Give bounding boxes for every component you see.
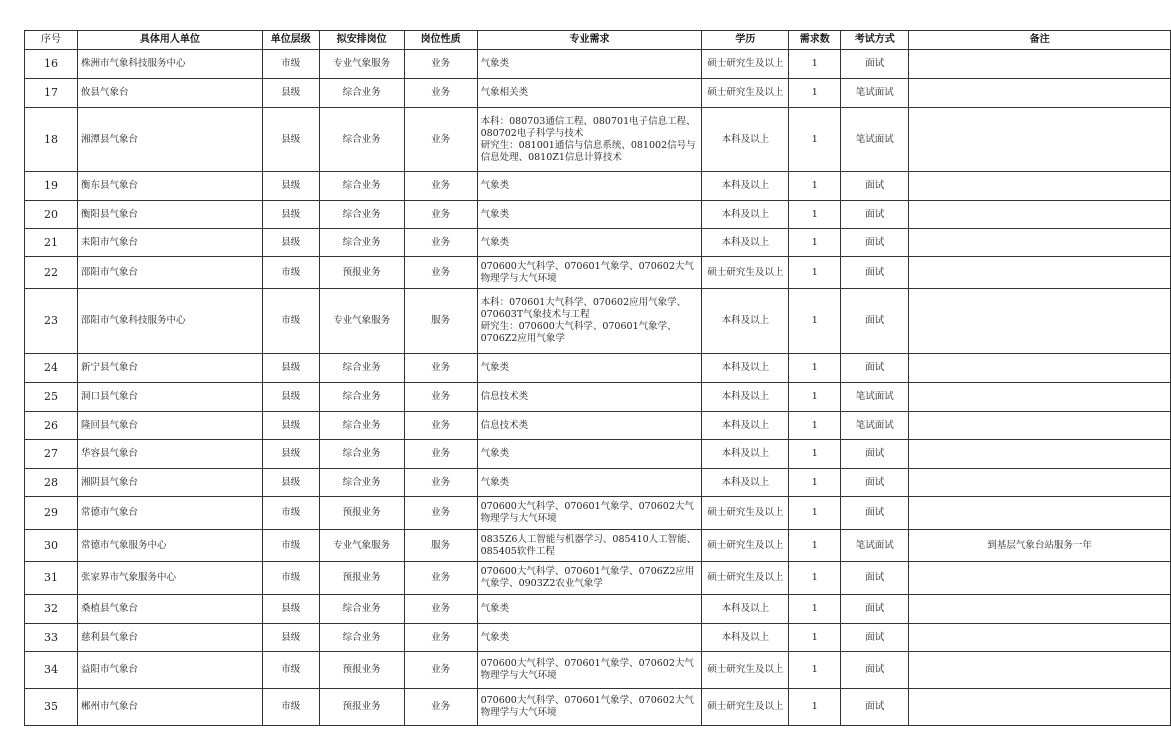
row-level: 县级 xyxy=(262,595,319,624)
row-exam: 面试 xyxy=(841,172,909,201)
row-education: 硕士研究生及以上 xyxy=(702,562,789,595)
row-nature: 服务 xyxy=(404,289,477,354)
row-post: 综合业务 xyxy=(319,108,404,172)
row-seq: 17 xyxy=(25,79,78,108)
row-education: 本科及以上 xyxy=(702,289,789,354)
table-body xyxy=(25,50,1171,726)
table-row xyxy=(25,257,1171,289)
row-level: 市级 xyxy=(262,289,319,354)
row-count: 1 xyxy=(789,257,841,289)
row-post: 综合业务 xyxy=(319,201,404,229)
row-count: 1 xyxy=(789,469,841,497)
table-row xyxy=(25,50,1171,79)
row-nature: 业务 xyxy=(404,595,477,624)
row-nature: 业务 xyxy=(404,354,477,383)
row-seq: 18 xyxy=(25,108,78,172)
row-major: 气象类 xyxy=(477,624,702,652)
row-level: 市级 xyxy=(262,497,319,530)
table-row xyxy=(25,689,1171,726)
row-post: 综合业务 xyxy=(319,412,404,440)
row-major: 070600大气科学、070601气象学、0706Z2应用气象学、0903Z2农业气象学 xyxy=(477,562,702,595)
row-major: 气象类 xyxy=(477,229,702,257)
row-post: 专业气象服务 xyxy=(319,289,404,354)
row-seq: 27 xyxy=(25,440,78,469)
row-seq: 31 xyxy=(25,562,78,595)
row-education: 硕士研究生及以上 xyxy=(702,257,789,289)
row-count: 1 xyxy=(789,652,841,689)
row-count: 1 xyxy=(789,108,841,172)
row-level: 县级 xyxy=(262,172,319,201)
row-exam: 笔试面试 xyxy=(841,412,909,440)
row-major: 本科：080703通信工程、080701电子信息工程、080702电子科学与技术 研究生：081001通信与信息系统、081002信号与信息处理、0810Z1信息计算技术 xyxy=(477,108,702,172)
row-unit: 衡阳县气象台 xyxy=(77,201,262,229)
row-level: 县级 xyxy=(262,79,319,108)
header-cell-level: 单位层级 xyxy=(262,31,319,50)
table-row xyxy=(25,229,1171,257)
table-row xyxy=(25,624,1171,652)
row-education: 本科及以上 xyxy=(702,412,789,440)
row-note xyxy=(909,108,1171,172)
row-exam: 笔试面试 xyxy=(841,79,909,108)
row-education: 本科及以上 xyxy=(702,469,789,497)
row-seq: 35 xyxy=(25,689,78,726)
row-major: 气象类 xyxy=(477,595,702,624)
row-major: 气象相关类 xyxy=(477,79,702,108)
row-exam: 面试 xyxy=(841,469,909,497)
row-education: 本科及以上 xyxy=(702,595,789,624)
row-level: 县级 xyxy=(262,354,319,383)
table-row xyxy=(25,354,1171,383)
row-major: 气象类 xyxy=(477,172,702,201)
row-exam: 面试 xyxy=(841,440,909,469)
row-seq: 22 xyxy=(25,257,78,289)
row-note xyxy=(909,412,1171,440)
row-major: 070600大气科学、070601气象学、070602大气物理学与大气环境 xyxy=(477,497,702,530)
header-cell-education: 学历 xyxy=(702,31,789,50)
row-count: 1 xyxy=(789,201,841,229)
row-nature: 业务 xyxy=(404,412,477,440)
row-level: 县级 xyxy=(262,201,319,229)
row-nature: 业务 xyxy=(404,108,477,172)
row-level: 县级 xyxy=(262,469,319,497)
row-note xyxy=(909,383,1171,412)
row-unit: 郴州市气象台 xyxy=(77,689,262,726)
row-nature: 业务 xyxy=(404,172,477,201)
row-unit: 慈利县气象台 xyxy=(77,624,262,652)
row-education: 本科及以上 xyxy=(702,229,789,257)
table-row xyxy=(25,172,1171,201)
row-count: 1 xyxy=(789,689,841,726)
row-note xyxy=(909,469,1171,497)
row-exam: 笔试面试 xyxy=(841,108,909,172)
row-level: 市级 xyxy=(262,257,319,289)
row-count: 1 xyxy=(789,624,841,652)
row-seq: 19 xyxy=(25,172,78,201)
table-row xyxy=(25,383,1171,412)
row-seq: 33 xyxy=(25,624,78,652)
row-education: 硕士研究生及以上 xyxy=(702,652,789,689)
row-seq: 26 xyxy=(25,412,78,440)
row-education: 本科及以上 xyxy=(702,108,789,172)
row-unit: 株洲市气象科技服务中心 xyxy=(77,50,262,79)
row-major: 气象类 xyxy=(477,201,702,229)
row-post: 综合业务 xyxy=(319,624,404,652)
row-education: 硕士研究生及以上 xyxy=(702,530,789,562)
table-row xyxy=(25,108,1171,172)
row-unit: 益阳市气象台 xyxy=(77,652,262,689)
row-seq: 23 xyxy=(25,289,78,354)
row-exam: 面试 xyxy=(841,595,909,624)
row-nature: 服务 xyxy=(404,530,477,562)
header-cell-post: 拟安排岗位 xyxy=(319,31,404,50)
row-education: 本科及以上 xyxy=(702,172,789,201)
row-education: 硕士研究生及以上 xyxy=(702,50,789,79)
row-unit: 张家界市气象服务中心 xyxy=(77,562,262,595)
row-note xyxy=(909,50,1171,79)
row-level: 县级 xyxy=(262,108,319,172)
row-nature: 业务 xyxy=(404,79,477,108)
row-count: 1 xyxy=(789,172,841,201)
row-count: 1 xyxy=(789,289,841,354)
row-level: 市级 xyxy=(262,689,319,726)
row-major: 信息技术类 xyxy=(477,383,702,412)
row-major: 气象类 xyxy=(477,50,702,79)
row-post: 综合业务 xyxy=(319,383,404,412)
header-cell-major: 专业需求 xyxy=(477,31,702,50)
row-unit: 华容县气象台 xyxy=(77,440,262,469)
row-count: 1 xyxy=(789,229,841,257)
row-post: 综合业务 xyxy=(319,469,404,497)
row-level: 县级 xyxy=(262,412,319,440)
row-note xyxy=(909,257,1171,289)
row-note xyxy=(909,79,1171,108)
row-count: 1 xyxy=(789,50,841,79)
row-nature: 业务 xyxy=(404,201,477,229)
row-note xyxy=(909,497,1171,530)
row-nature: 业务 xyxy=(404,469,477,497)
row-count: 1 xyxy=(789,383,841,412)
row-nature: 业务 xyxy=(404,50,477,79)
row-note xyxy=(909,689,1171,726)
table-row xyxy=(25,440,1171,469)
row-education: 硕士研究生及以上 xyxy=(702,689,789,726)
row-level: 县级 xyxy=(262,440,319,469)
header-cell-count: 需求数 xyxy=(789,31,841,50)
row-exam: 笔试面试 xyxy=(841,530,909,562)
row-note xyxy=(909,440,1171,469)
row-exam: 面试 xyxy=(841,497,909,530)
row-unit: 湘阴县气象台 xyxy=(77,469,262,497)
row-post: 综合业务 xyxy=(319,172,404,201)
table-row xyxy=(25,497,1171,530)
row-post: 综合业务 xyxy=(319,595,404,624)
row-post: 预报业务 xyxy=(319,497,404,530)
row-count: 1 xyxy=(789,595,841,624)
row-note xyxy=(909,652,1171,689)
row-major: 气象类 xyxy=(477,469,702,497)
row-post: 预报业务 xyxy=(319,562,404,595)
row-post: 综合业务 xyxy=(319,229,404,257)
row-major: 本科：070601大气科学、070602应用气象学、070603T气象技术与工程 研究生：070600大气科学、070601气象学、0706Z2应用气象学 xyxy=(477,289,702,354)
row-seq: 34 xyxy=(25,652,78,689)
row-unit: 常德市气象服务中心 xyxy=(77,530,262,562)
row-seq: 16 xyxy=(25,50,78,79)
row-major: 0835Z6人工智能与机器学习、085410人工智能、085405软件工程 xyxy=(477,530,702,562)
row-nature: 业务 xyxy=(404,689,477,726)
row-education: 硕士研究生及以上 xyxy=(702,79,789,108)
table-row xyxy=(25,595,1171,624)
row-note xyxy=(909,562,1171,595)
row-unit: 新宁县气象台 xyxy=(77,354,262,383)
row-unit: 洞口县气象台 xyxy=(77,383,262,412)
row-unit: 耒阳市气象台 xyxy=(77,229,262,257)
row-level: 市级 xyxy=(262,652,319,689)
row-note xyxy=(909,172,1171,201)
row-exam: 面试 xyxy=(841,50,909,79)
table-row xyxy=(25,412,1171,440)
row-exam: 面试 xyxy=(841,229,909,257)
header-cell-seq: 序号 xyxy=(25,31,78,50)
row-level: 市级 xyxy=(262,50,319,79)
row-exam: 面试 xyxy=(841,652,909,689)
header-cell-nature: 岗位性质 xyxy=(404,31,477,50)
row-post: 预报业务 xyxy=(319,689,404,726)
row-exam: 面试 xyxy=(841,289,909,354)
row-unit: 桑植县气象台 xyxy=(77,595,262,624)
table-row xyxy=(25,79,1171,108)
row-seq: 24 xyxy=(25,354,78,383)
table-row xyxy=(25,652,1171,689)
row-seq: 32 xyxy=(25,595,78,624)
row-unit: 邵阳市气象台 xyxy=(77,257,262,289)
row-note xyxy=(909,595,1171,624)
row-major: 070600大气科学、070601气象学、070602大气物理学与大气环境 xyxy=(477,257,702,289)
row-note xyxy=(909,624,1171,652)
row-unit: 常德市气象台 xyxy=(77,497,262,530)
row-note xyxy=(909,229,1171,257)
row-count: 1 xyxy=(789,354,841,383)
row-level: 市级 xyxy=(262,530,319,562)
row-post: 专业气象服务 xyxy=(319,50,404,79)
row-nature: 业务 xyxy=(404,383,477,412)
row-major: 信息技术类 xyxy=(477,412,702,440)
row-seq: 30 xyxy=(25,530,78,562)
row-count: 1 xyxy=(789,412,841,440)
row-seq: 20 xyxy=(25,201,78,229)
row-education: 本科及以上 xyxy=(702,383,789,412)
row-post: 综合业务 xyxy=(319,354,404,383)
table-row xyxy=(25,201,1171,229)
row-major: 气象类 xyxy=(477,440,702,469)
table-row xyxy=(25,562,1171,595)
row-nature: 业务 xyxy=(404,624,477,652)
row-note: 到基层气象台站服务一年 xyxy=(909,530,1171,562)
row-seq: 29 xyxy=(25,497,78,530)
row-post: 预报业务 xyxy=(319,257,404,289)
row-note xyxy=(909,354,1171,383)
row-post: 综合业务 xyxy=(319,79,404,108)
row-education: 硕士研究生及以上 xyxy=(702,497,789,530)
row-exam: 面试 xyxy=(841,257,909,289)
header-cell-note: 备注 xyxy=(909,31,1171,50)
row-unit: 衡东县气象台 xyxy=(77,172,262,201)
header-cell-exam: 考试方式 xyxy=(841,31,909,50)
row-level: 县级 xyxy=(262,624,319,652)
row-exam: 面试 xyxy=(841,689,909,726)
row-unit: 湘潭县气象台 xyxy=(77,108,262,172)
row-level: 县级 xyxy=(262,229,319,257)
row-major: 气象类 xyxy=(477,354,702,383)
row-unit: 隆回县气象台 xyxy=(77,412,262,440)
row-exam: 面试 xyxy=(841,624,909,652)
row-nature: 业务 xyxy=(404,562,477,595)
row-nature: 业务 xyxy=(404,652,477,689)
row-count: 1 xyxy=(789,562,841,595)
row-seq: 25 xyxy=(25,383,78,412)
recruitment-table xyxy=(24,30,1171,726)
row-education: 本科及以上 xyxy=(702,201,789,229)
row-major: 070600大气科学、070601气象学、070602大气物理学与大气环境 xyxy=(477,652,702,689)
row-nature: 业务 xyxy=(404,257,477,289)
row-level: 县级 xyxy=(262,383,319,412)
row-education: 本科及以上 xyxy=(702,624,789,652)
table-row xyxy=(25,530,1171,562)
row-nature: 业务 xyxy=(404,497,477,530)
table-row xyxy=(25,289,1171,354)
row-nature: 业务 xyxy=(404,229,477,257)
row-exam: 面试 xyxy=(841,562,909,595)
row-unit: 攸县气象台 xyxy=(77,79,262,108)
row-nature: 业务 xyxy=(404,440,477,469)
row-note xyxy=(909,289,1171,354)
row-count: 1 xyxy=(789,79,841,108)
row-post: 预报业务 xyxy=(319,652,404,689)
row-exam: 面试 xyxy=(841,201,909,229)
row-level: 市级 xyxy=(262,562,319,595)
row-post: 综合业务 xyxy=(319,440,404,469)
row-count: 1 xyxy=(789,440,841,469)
row-count: 1 xyxy=(789,530,841,562)
row-seq: 28 xyxy=(25,469,78,497)
row-note xyxy=(909,201,1171,229)
header-row xyxy=(25,31,1171,50)
row-count: 1 xyxy=(789,497,841,530)
row-seq: 21 xyxy=(25,229,78,257)
row-exam: 笔试面试 xyxy=(841,383,909,412)
row-major: 070600大气科学、070601气象学、070602大气物理学与大气环境 xyxy=(477,689,702,726)
header-cell-unit: 具体用人单位 xyxy=(77,31,262,50)
row-post: 专业气象服务 xyxy=(319,530,404,562)
table-row xyxy=(25,469,1171,497)
row-exam: 面试 xyxy=(841,354,909,383)
row-education: 本科及以上 xyxy=(702,440,789,469)
row-unit: 邵阳市气象科技服务中心 xyxy=(77,289,262,354)
row-education: 本科及以上 xyxy=(702,354,789,383)
